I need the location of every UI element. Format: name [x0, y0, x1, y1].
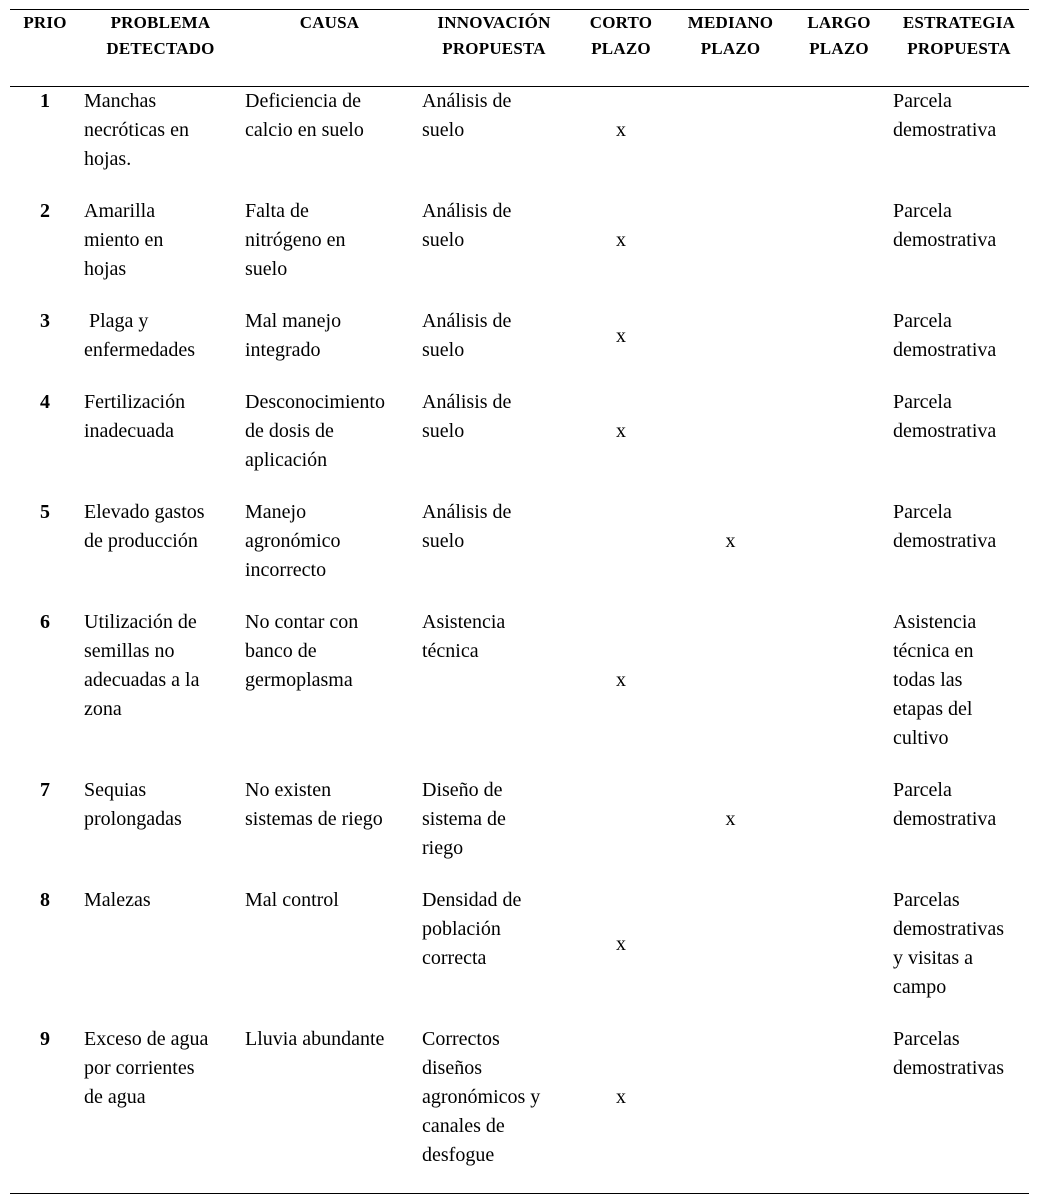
- cell-estrategia: [889, 197, 1029, 307]
- cell-line: prolongadas: [84, 808, 182, 830]
- priority-number: 7: [40, 779, 50, 801]
- term-mark: x: [616, 1086, 626, 1108]
- cell-line: enfermedades: [84, 339, 196, 361]
- cell-line: adecuadas a la: [84, 669, 200, 691]
- cell-line: Exceso de agua: [84, 1028, 209, 1050]
- cell-line: correcta: [422, 947, 487, 969]
- cell-innovacion: [418, 388, 570, 498]
- cell-prio: [10, 87, 80, 198]
- cell-prio: [10, 197, 80, 307]
- cell-mediano: [672, 776, 789, 886]
- cell-line: Desconocimiento: [245, 391, 385, 413]
- cell-line: aplicación: [245, 449, 328, 471]
- cell-line: Amarilla: [84, 200, 156, 222]
- cell-line: germoplasma: [245, 669, 353, 691]
- cell-largo: [789, 87, 889, 198]
- cell-line: Parcela: [893, 501, 952, 523]
- term-mark: x: [725, 530, 736, 552]
- cell-line: Lluvia abundante: [245, 1028, 385, 1050]
- cell-line: suelo: [422, 229, 465, 251]
- cell-line: Análisis de: [422, 90, 512, 112]
- cell-line: desfogue: [422, 1144, 495, 1166]
- cell-problema: [80, 498, 241, 608]
- cell-line: suelo: [245, 258, 288, 280]
- cell-line: Análisis de: [422, 391, 512, 413]
- cell-line: suelo: [422, 530, 465, 552]
- cell-line: Análisis de: [422, 310, 512, 332]
- cell-problema: [80, 1025, 241, 1194]
- cell-line: Mal manejo: [245, 310, 342, 332]
- priority-number: 2: [40, 200, 50, 222]
- cell-line: Sequias: [84, 779, 147, 801]
- cell-line: de producción: [84, 530, 198, 552]
- cell-line: semillas no: [84, 640, 175, 662]
- cell-line: demostrativa: [893, 119, 997, 141]
- priority-number: 3: [40, 310, 50, 332]
- priority-number: 8: [40, 889, 50, 911]
- cell-mediano: [672, 886, 789, 1025]
- cell-line: nitrógeno en: [245, 229, 346, 251]
- cell-corto: [570, 87, 672, 198]
- cell-innovacion: [418, 498, 570, 608]
- cell-estrategia: [889, 1025, 1029, 1194]
- cell-line: Utilización de: [84, 611, 197, 633]
- header-corto-plazo: CORTO PLAZO: [589, 13, 653, 58]
- term-mark: x: [616, 932, 626, 955]
- priority-number: 4: [40, 391, 50, 413]
- cell-causa: [241, 388, 418, 498]
- cell-largo: [789, 776, 889, 886]
- cell-line: de agua: [84, 1086, 146, 1108]
- cell-line: suelo: [422, 119, 465, 141]
- cell-estrategia: [889, 608, 1029, 776]
- priority-number: 9: [40, 1028, 50, 1050]
- table-row: [10, 776, 1029, 886]
- cell-line: cultivo: [893, 727, 949, 749]
- cell-mediano: [672, 608, 789, 776]
- cell-problema: [80, 197, 241, 307]
- cell-line: demostrativas: [893, 1057, 1005, 1079]
- priority-number: 5: [40, 501, 50, 523]
- cell-causa: [241, 1025, 418, 1194]
- cell-causa: [241, 498, 418, 608]
- cell-largo: [789, 197, 889, 307]
- cell-line: Parcela: [893, 391, 952, 413]
- term-mark: x: [616, 669, 626, 691]
- cell-line: Elevado gastos: [84, 501, 205, 523]
- table-row: [10, 388, 1029, 498]
- table-header-row: [10, 10, 1029, 87]
- cell-corto: [570, 197, 672, 307]
- cell-line: inadecuada: [84, 420, 174, 442]
- cell-line: canales de: [422, 1115, 505, 1137]
- cell-corto: [570, 498, 672, 608]
- cell-estrategia: [889, 87, 1029, 198]
- cell-line: incorrecto: [245, 559, 327, 581]
- cell-estrategia: [889, 886, 1029, 1025]
- cell-line: zona: [84, 698, 122, 720]
- cell-line: campo: [893, 976, 947, 998]
- cell-estrategia: [889, 776, 1029, 886]
- cell-line: suelo: [422, 420, 465, 442]
- table-row: [10, 1025, 1029, 1194]
- cell-line: de dosis de: [245, 420, 334, 442]
- cell-line: suelo: [422, 339, 465, 361]
- priority-number: 1: [40, 90, 50, 112]
- cell-causa: [241, 886, 418, 1025]
- cell-line: Parcela: [893, 310, 952, 332]
- cell-line: Diseño de: [422, 779, 503, 801]
- table-row: [10, 307, 1029, 388]
- cell-problema: [80, 776, 241, 886]
- cell-corto: [570, 776, 672, 886]
- cell-estrategia: [889, 307, 1029, 388]
- cell-line: demostrativa: [893, 229, 997, 251]
- cell-line: necróticas en: [84, 119, 189, 141]
- cell-prio: [10, 498, 80, 608]
- cell-line: riego: [422, 837, 464, 859]
- cell-line: integrado: [245, 339, 321, 361]
- cell-line: Parcelas: [893, 1028, 960, 1050]
- cell-line: demostrativa: [893, 339, 997, 361]
- cell-line: agronómico: [245, 530, 341, 552]
- cell-line: población: [422, 918, 501, 940]
- cell-line: etapas del: [893, 698, 973, 720]
- cell-line: Parcela: [893, 90, 952, 112]
- cell-line: diseños: [422, 1057, 482, 1079]
- term-mark: x: [616, 229, 626, 251]
- cell-largo: [789, 307, 889, 388]
- cell-problema: [80, 886, 241, 1025]
- cell-line: Asistencia: [422, 611, 506, 633]
- cell-problema: [80, 307, 241, 388]
- cell-prio: [10, 886, 80, 1025]
- cell-estrategia: [889, 498, 1029, 608]
- cell-largo: [789, 388, 889, 498]
- header-largo-plazo: LARGO PLAZO: [807, 13, 871, 58]
- cell-line: Manchas: [84, 90, 157, 112]
- cell-line: Análisis de: [422, 501, 512, 523]
- cell-innovacion: [418, 87, 570, 198]
- cell-mediano: [672, 87, 789, 198]
- cell-line: Deficiencia de: [245, 90, 362, 112]
- cell-prio: [10, 608, 80, 776]
- table-row: [10, 608, 1029, 776]
- cell-innovacion: [418, 886, 570, 1025]
- cell-line: Fertilización: [84, 391, 186, 413]
- priority-table: [10, 9, 1029, 1194]
- cell-line: miento en: [84, 229, 164, 251]
- cell-line: Malezas: [84, 889, 151, 911]
- cell-line: hojas.: [84, 148, 132, 170]
- cell-line: sistema de: [422, 808, 506, 830]
- cell-largo: [789, 1025, 889, 1194]
- header-problema: PROBLEMA DETECTADO: [106, 13, 215, 58]
- cell-line: Manejo: [245, 501, 307, 523]
- cell-line: Densidad de: [422, 889, 522, 911]
- priority-number: 6: [40, 611, 50, 633]
- cell-mediano: [672, 197, 789, 307]
- term-mark: x: [725, 808, 736, 830]
- cell-line: demostrativas: [893, 918, 1005, 940]
- cell-line: hojas: [84, 258, 127, 280]
- cell-largo: [789, 608, 889, 776]
- header-prio: PRIO: [23, 13, 67, 32]
- header-innovacion: INNOVACIÓN PROPUESTA: [437, 13, 551, 58]
- cell-innovacion: [418, 776, 570, 886]
- term-mark: x: [616, 324, 626, 347]
- cell-line: demostrativa: [893, 530, 997, 552]
- cell-causa: [241, 307, 418, 388]
- cell-causa: [241, 87, 418, 198]
- cell-corto: [570, 388, 672, 498]
- cell-line: Parcela: [893, 779, 952, 801]
- table-body: [10, 87, 1029, 1194]
- cell-mediano: [672, 1025, 789, 1194]
- cell-line: agronómicos y: [422, 1086, 541, 1108]
- cell-problema: [80, 87, 241, 198]
- cell-line: técnica: [422, 640, 479, 662]
- cell-corto: [570, 886, 672, 1025]
- cell-mediano: [672, 307, 789, 388]
- cell-line: demostrativa: [893, 808, 997, 830]
- cell-line: todas las: [893, 669, 963, 691]
- table-row: [10, 197, 1029, 307]
- term-mark: x: [616, 420, 626, 442]
- cell-prio: [10, 776, 80, 886]
- cell-corto: [570, 307, 672, 388]
- cell-line: demostrativa: [893, 420, 997, 442]
- cell-line: banco de: [245, 640, 317, 662]
- cell-line: sistemas de riego: [245, 808, 383, 830]
- cell-estrategia: [889, 388, 1029, 498]
- cell-mediano: [672, 388, 789, 498]
- table-row: [10, 886, 1029, 1025]
- cell-prio: [10, 307, 80, 388]
- cell-line: Correctos: [422, 1028, 500, 1050]
- cell-line: Parcelas: [893, 889, 960, 911]
- cell-causa: [241, 776, 418, 886]
- cell-prio: [10, 388, 80, 498]
- cell-largo: [789, 498, 889, 608]
- cell-line: Plaga y: [84, 310, 149, 332]
- header-causa: CAUSA: [299, 13, 360, 32]
- cell-innovacion: [418, 1025, 570, 1194]
- cell-line: Asistencia: [893, 611, 977, 633]
- header-mediano-plazo: MEDIANO PLAZO: [687, 13, 774, 58]
- cell-line: Análisis de: [422, 200, 512, 222]
- term-mark: x: [616, 119, 626, 141]
- cell-problema: [80, 608, 241, 776]
- table-row: [10, 87, 1029, 198]
- cell-causa: [241, 608, 418, 776]
- cell-line: Falta de: [245, 200, 309, 222]
- cell-problema: [80, 388, 241, 498]
- cell-line: calcio en suelo: [245, 119, 364, 141]
- cell-innovacion: [418, 608, 570, 776]
- cell-line: No existen: [245, 779, 332, 801]
- cell-line: y visitas a: [893, 947, 973, 969]
- cell-prio: [10, 1025, 80, 1194]
- cell-line: Mal control: [245, 889, 339, 911]
- table-row: [10, 498, 1029, 608]
- header-estrategia: ESTRATEGIA PROPUESTA: [902, 13, 1016, 58]
- cell-innovacion: [418, 307, 570, 388]
- cell-line: por corrientes: [84, 1057, 195, 1079]
- cell-line: técnica en: [893, 640, 974, 662]
- cell-mediano: [672, 498, 789, 608]
- cell-line: Parcela: [893, 200, 952, 222]
- document-page: [10, 9, 1029, 1194]
- cell-line: No contar con: [245, 611, 359, 633]
- cell-largo: [789, 886, 889, 1025]
- cell-causa: [241, 197, 418, 307]
- cell-corto: [570, 1025, 672, 1194]
- cell-corto: [570, 608, 672, 776]
- cell-innovacion: [418, 197, 570, 307]
